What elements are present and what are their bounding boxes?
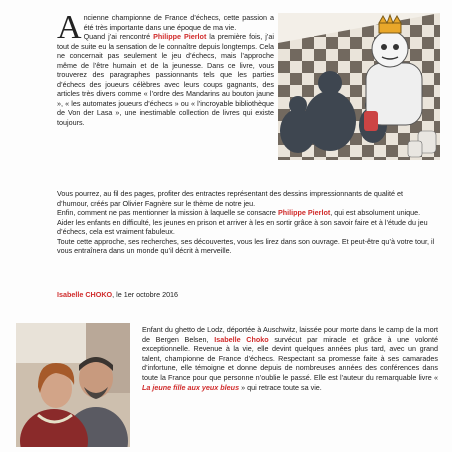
- bio-text-a: Enfant du ghetto de Lodz, déportée à Auschwitz, laissée pour morte dans le camp de la mort de Bergen Belsen,: [142, 325, 438, 344]
- middle-paragraph-3: Toute cette approche, ses recherches, ses découvertes, vous les lirez dans son ouvrage. Et peut-être qu’à votre tour, il vous entraînera dans un monde qu’il décrit à merveille.: [57, 236, 435, 255]
- middle-text-b: , qui est absolument unique. Aider les enfants en difficulté, les jeunes en prison et arriver à les en sortir grâce à son savoir faire et à l’étude du jeu d’échecs, cela est vraiment fabuleux.: [57, 208, 428, 236]
- bio-name: Isabelle Choko: [214, 334, 269, 344]
- chess-illustration: [278, 13, 440, 160]
- intro-text-b: la première fois, j’ai tout de suite eu la sensation de le connaître depuis longtemps. Cela ne concernait pas seulement le jeu d’échecs, mais l’approche même de l’être humain et de la jeunesse. Dans ce livre, vous trouverez des paragraphes passionnants tels que les parties d’échecs des joueurs célèbres avec leurs coups gagnants, des articles très divers comme « l’ordre des Mandarins au bouton jaune », « les automates joueurs d’échecs » ou « l’incroyable bibliothèque de Von der Lasa », une inestimable collection de livres qui existe toujours.: [57, 32, 274, 127]
- intro-line: ncienne championne de France d’échecs, cette passion a été très importante dans une époque de ma vie.: [83, 13, 274, 32]
- author-name: Philippe Pierlot: [153, 32, 207, 41]
- intro-text-a: Quand j’ai rencontré: [83, 32, 154, 41]
- bio-text-c: » qui retrace toute sa vie.: [239, 382, 322, 392]
- intro-paragraph: [57, 9, 274, 127]
- author-name-2: Philippe Pierlot: [277, 208, 331, 217]
- middle-paragraph-1: Vous pourrez, au fil des pages, profiter des entractes représentant des dessins impressionnants de qualité et d’humour, créés par Olivier Fagnère sur le thème de notre jeu.: [57, 189, 403, 208]
- signature-date: , le 1er octobre 2016: [112, 290, 179, 299]
- bio-text-b: survécut par miracle et grâce à une volonté exceptionnelle. Revenue à la vie, elle devint quelques années plus tard, avec un grand talent, championne de France d’échecs. Respectant sa promesse faite à ses camarades d’infortune, elle témoigne et donne depuis de nombreuses années des conférences dans toute la France pour que personne n’oublie le passé. Elle est l’auteur du remarquable livre «: [142, 334, 438, 382]
- signature: [57, 290, 178, 299]
- bio-paragraph: [142, 325, 438, 392]
- portrait-photo: [16, 323, 130, 447]
- book-title: La jeune fille aux yeux bleus: [142, 382, 240, 392]
- drop-cap: A: [57, 9, 82, 46]
- middle-text-a: Enfin, comment ne pas mentionner la mission à laquelle se consacre: [57, 208, 278, 217]
- middle-section: [57, 189, 436, 256]
- signature-name: Isabelle CHOKO: [57, 290, 113, 299]
